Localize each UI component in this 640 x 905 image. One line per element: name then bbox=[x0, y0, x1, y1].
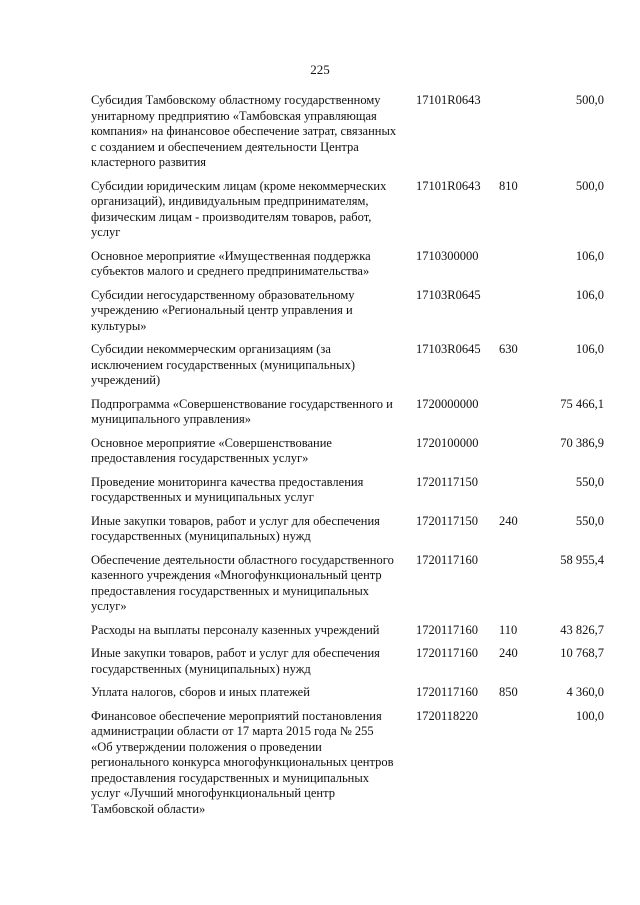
row-amount: 70 386,9 bbox=[560, 435, 604, 450]
row-expense-type: 240 bbox=[499, 646, 518, 660]
table-row bbox=[0, 342, 640, 389]
row-amount: 10 768,7 bbox=[560, 646, 604, 660]
row-target-code: 1720117150 bbox=[416, 474, 479, 489]
row-amount: 550,0 bbox=[575, 474, 604, 489]
row-target-code: 1720117160 bbox=[416, 646, 479, 660]
table-row bbox=[0, 93, 640, 171]
table-row bbox=[0, 685, 640, 701]
row-description: Субсидии негосударственному образовательному учреждению «Региональный центр управления и культуры» bbox=[91, 287, 355, 333]
table-row bbox=[0, 553, 640, 615]
row-description: Уплата налогов, сборов и иных платежей bbox=[91, 685, 310, 699]
table-row bbox=[0, 288, 640, 335]
row-amount: 500,0 bbox=[575, 93, 604, 107]
budget-table bbox=[0, 93, 640, 825]
row-expense-type: 630 bbox=[499, 342, 518, 356]
table-row bbox=[0, 646, 640, 677]
row-description: Обеспечение деятельности областного государственного казенного учреждения «Многофункциональный центр предоставления государственных и муниципальных услуг» bbox=[91, 552, 394, 613]
row-expense-type: 110 bbox=[499, 622, 518, 637]
row-description: Субсидии юридическим лицам (кроме некоммерческих организаций), индивидуальным предпринимателям, физическим лицам - производителям товаров, работ, услуг bbox=[91, 178, 387, 239]
table-row bbox=[0, 397, 640, 428]
row-expense-type: 240 bbox=[499, 513, 518, 528]
row-target-code: 1720117160 bbox=[416, 685, 479, 699]
table-row bbox=[0, 179, 640, 241]
table-row bbox=[0, 623, 640, 639]
page-number: 225 bbox=[310, 62, 330, 77]
row-amount: 4 360,0 bbox=[566, 685, 604, 699]
row-target-code: 17101R0643 bbox=[416, 178, 481, 193]
row-description: Основное мероприятие «Имущественная поддержка субъектов малого и среднего предпринимательства» bbox=[91, 248, 371, 278]
row-amount: 43 826,7 bbox=[560, 622, 604, 637]
row-amount: 75 466,1 bbox=[560, 396, 604, 411]
table-row bbox=[0, 709, 640, 818]
row-description: Иные закупки товаров, работ и услуг для обеспечения государственных (муниципальных) нужд bbox=[91, 513, 380, 543]
table-row bbox=[0, 514, 640, 545]
row-description: Субсидии некоммерческим организациям (за исключением государственных (муниципальных) учреждений) bbox=[91, 342, 355, 387]
table-row bbox=[0, 475, 640, 506]
row-amount: 58 955,4 bbox=[560, 552, 604, 567]
row-target-code: 1720117160 bbox=[416, 552, 479, 567]
row-target-code: 1710300000 bbox=[416, 248, 479, 263]
row-description: Расходы на выплаты персоналу казенных учреждений bbox=[91, 622, 380, 637]
row-description: Финансовое обеспечение мероприятий постановления администрации области от 17 марта 2015 года № 255 «Об утверждении положения о проведении регионального конкурса многофункциональных центров предоставления государственных и муниципальных услуг «Лучший многофункциональный центр Тамбовской области» bbox=[91, 708, 394, 816]
row-target-code: 17103R0645 bbox=[416, 342, 481, 356]
row-expense-type: 850 bbox=[499, 685, 518, 699]
row-amount: 106,0 bbox=[575, 248, 604, 263]
row-amount: 106,0 bbox=[575, 287, 604, 302]
row-amount: 106,0 bbox=[575, 342, 604, 356]
table-row bbox=[0, 249, 640, 280]
row-target-code: 1720118220 bbox=[416, 708, 479, 723]
table-row bbox=[0, 436, 640, 467]
row-amount: 500,0 bbox=[575, 178, 604, 193]
row-target-code: 17103R0645 bbox=[416, 287, 481, 302]
row-target-code: 1720117150 bbox=[416, 513, 479, 528]
row-target-code: 17101R0643 bbox=[416, 93, 481, 107]
row-expense-type: 810 bbox=[499, 178, 518, 193]
row-description: Подпрограмма «Совершенствование государственного и муниципального управления» bbox=[91, 396, 393, 426]
row-target-code: 1720000000 bbox=[416, 396, 479, 411]
row-description: Иные закупки товаров, работ и услуг для обеспечения государственных (муниципальных) нужд bbox=[91, 646, 380, 676]
row-target-code: 1720100000 bbox=[416, 435, 479, 450]
row-description: Основное мероприятие «Совершенствование предоставления государственных услуг» bbox=[91, 435, 332, 465]
row-description: Субсидия Тамбовскому областному государственному унитарному предприятию «Тамбовская управляющая компания» на финансовое обеспечение затрат, связанных с созданием и обеспечением деятельности Центра кластерного развития bbox=[91, 93, 397, 169]
row-amount: 550,0 bbox=[575, 513, 604, 528]
row-target-code: 1720117160 bbox=[416, 622, 479, 637]
row-description: Проведение мониторинга качества предоставления государственных и муниципальных услуг bbox=[91, 474, 364, 504]
row-amount: 100,0 bbox=[575, 708, 604, 723]
